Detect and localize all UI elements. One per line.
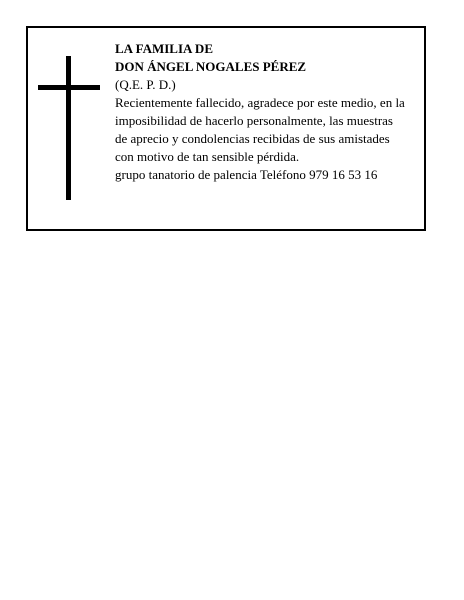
body-line: de aprecio y condolencias recibidas de sus amistades	[115, 131, 390, 146]
body-line: imposibilidad de hacerlo personalmente, las muestras	[115, 113, 393, 128]
obituary-notice	[26, 26, 426, 231]
cross-horizontal-bar	[38, 85, 100, 90]
cross-icon	[38, 56, 100, 200]
notice-text	[115, 40, 423, 184]
heading-family: LA FAMILIA DE	[115, 41, 213, 56]
rip-text: (Q.E. P. D.)	[115, 77, 176, 92]
cross-vertical-bar	[66, 56, 71, 200]
body-line: Recientemente fallecido, agradece por este medio, en la	[115, 95, 405, 110]
body-line: con motivo de tan sensible pérdida.	[115, 149, 300, 164]
heading-deceased-name: DON ÁNGEL NOGALES PÉREZ	[115, 59, 307, 74]
funeral-home-contact: grupo tanatorio de palencia Teléfono 979 16 53 16	[115, 167, 378, 182]
